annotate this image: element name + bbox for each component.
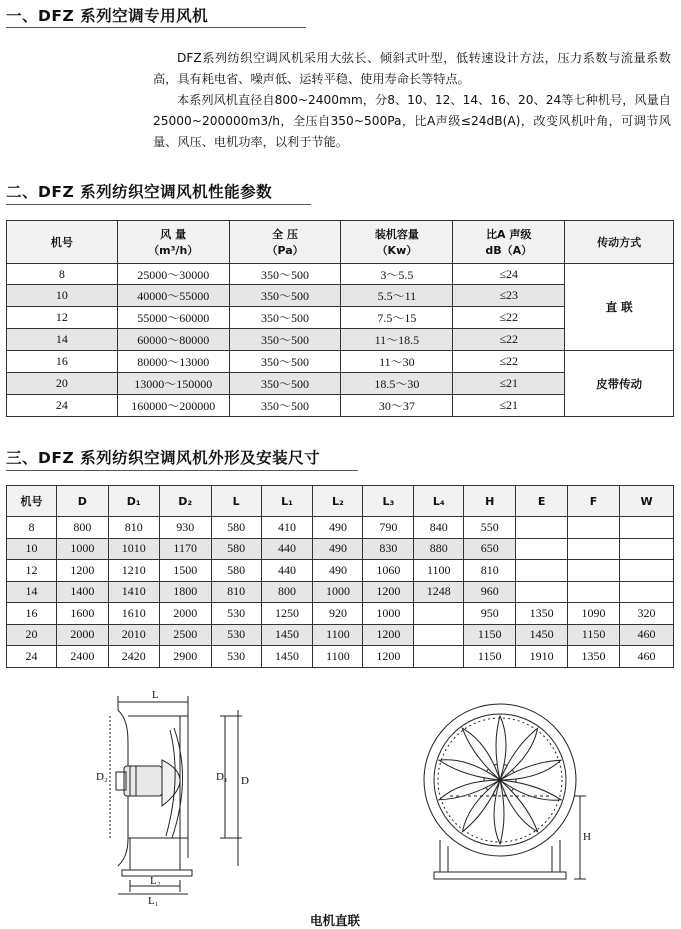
cell: 11～18.5 (341, 329, 453, 351)
cell: 1000 (313, 581, 363, 603)
cell: 2000 (56, 624, 108, 646)
cell (516, 517, 568, 539)
header-noise-name: 比A 声级 (486, 228, 532, 241)
cell: 800 (261, 581, 313, 603)
cell: 350～500 (229, 351, 341, 373)
cell: 320 (620, 603, 674, 625)
drive-belt: 皮带传动 (565, 351, 674, 417)
cell: 1210 (108, 560, 159, 582)
cell: 490 (313, 517, 363, 539)
cell: 350～500 (229, 329, 341, 351)
section1-para1: DFZ系列纺织空调风机采用大弦长、倾斜式叶型，低转速设计方法，压力系数与流量系数高，具有耗电省、噪声低、运转平稳、使用寿命长等特点。 (153, 51, 671, 86)
header-cell: L₄ (414, 486, 464, 517)
cell: 650 (464, 538, 516, 560)
cell: 2420 (108, 646, 159, 668)
cell (516, 560, 568, 582)
cell: 30～37 (341, 395, 453, 417)
cell (516, 581, 568, 603)
section2-title: 二、DFZ 系列纺织空调风机性能参数 (6, 183, 273, 201)
cell: 1060 (363, 560, 414, 582)
header-airflow-unit: （m³/h） (148, 244, 199, 257)
cell (568, 517, 620, 539)
cell: 1248 (414, 581, 464, 603)
cell: ≤22 (453, 351, 565, 373)
performance-table (6, 220, 674, 417)
cell: 830 (363, 538, 414, 560)
table-row (7, 581, 674, 603)
cell: 8 (7, 264, 118, 285)
cell: 1150 (464, 624, 516, 646)
cell: 2400 (56, 646, 108, 668)
cell: 1450 (261, 624, 313, 646)
cell (620, 581, 674, 603)
label-H: H (583, 831, 591, 843)
cell: 13000～150000 (117, 373, 229, 395)
header-power (341, 221, 453, 264)
section3-title: 三、DFZ 系列纺织空调风机外形及安装尺寸 (6, 449, 321, 467)
cell (414, 603, 464, 625)
cell: 550 (464, 517, 516, 539)
cell: 1250 (261, 603, 313, 625)
cell: 60000～80000 (117, 329, 229, 351)
cell: 440 (261, 560, 313, 582)
cell: 55000～60000 (117, 307, 229, 329)
cell: 20 (7, 373, 118, 395)
table-row (7, 517, 674, 539)
cell (414, 624, 464, 646)
header-cell: D₂ (159, 486, 211, 517)
cell: 1450 (516, 624, 568, 646)
fan-side-view-drawing (80, 688, 270, 907)
cell: 960 (464, 581, 516, 603)
cell: 490 (313, 538, 363, 560)
cell: 490 (313, 560, 363, 582)
cell (516, 538, 568, 560)
cell (620, 538, 674, 560)
cell: 20 (7, 624, 57, 646)
cell: 2900 (159, 646, 211, 668)
cell: 24 (7, 646, 57, 668)
section1-title: 一、DFZ 系列空调专用风机 (6, 7, 209, 25)
cell: 1100 (313, 646, 363, 668)
performance-header-row (7, 221, 674, 264)
cell: 350～500 (229, 285, 341, 307)
cell: 5.5～11 (341, 285, 453, 307)
cell: 920 (313, 603, 363, 625)
cell: ≤22 (453, 307, 565, 329)
table-row (7, 624, 674, 646)
cell: 40000～55000 (117, 285, 229, 307)
header-cell: E (516, 486, 568, 517)
cell: 1500 (159, 560, 211, 582)
cell: 7.5～15 (341, 307, 453, 329)
cell (568, 538, 620, 560)
header-cell: L₂ (313, 486, 363, 517)
cell: ≤22 (453, 329, 565, 351)
header-drive: 传动方式 (565, 221, 674, 264)
section1-rule (6, 27, 306, 28)
cell: 350～500 (229, 264, 341, 285)
section2-rule (6, 204, 311, 205)
table-row (7, 603, 674, 625)
cell: 14 (7, 581, 57, 603)
cell: 1200 (56, 560, 108, 582)
cell: 8 (7, 517, 57, 539)
section1-para2: 本系列风机直径自800~2400mm，分8、10、12、14、16、20、24等七种机号，风量自25000~200000m3/h，全压自350~500Pa，比A声级≤24dB(A)，改变风机叶角，可调节风量、风压、电机功率，以利于节能。 (153, 93, 671, 149)
cell: 460 (620, 646, 674, 668)
label-D2: D₂ (96, 771, 108, 783)
header-noise-unit: dB（A） (485, 244, 533, 257)
cell: ≤23 (453, 285, 565, 307)
cell: 1090 (568, 603, 620, 625)
header-pressure (229, 221, 341, 264)
cell: 1600 (56, 603, 108, 625)
header-power-name: 装机容量 (374, 228, 419, 241)
dimension-table (6, 485, 674, 668)
cell: 930 (159, 517, 211, 539)
header-pressure-name: 全 压 (272, 228, 298, 241)
drive-direct: 直 联 (565, 264, 674, 351)
cell: 14 (7, 329, 118, 351)
cell: 460 (620, 624, 674, 646)
cell: 12 (7, 307, 118, 329)
cell: 840 (414, 517, 464, 539)
label-L: L (152, 689, 159, 701)
cell: 580 (211, 560, 261, 582)
cell: 1170 (159, 538, 211, 560)
header-cell: L (211, 486, 261, 517)
cell: 1350 (568, 646, 620, 668)
header-noise (453, 221, 565, 264)
header-cell: L₁ (261, 486, 313, 517)
cell: ≤21 (453, 373, 565, 395)
header-airflow-name: 风 量 (160, 228, 187, 241)
header-airflow (117, 221, 229, 264)
cell: 80000～13000 (117, 351, 229, 373)
cell (568, 560, 620, 582)
cell: 580 (211, 517, 261, 539)
label-L2: L₂ (150, 875, 161, 887)
cell: 12 (7, 560, 57, 582)
cell: 1010 (108, 538, 159, 560)
cell: 1800 (159, 581, 211, 603)
header-cell: D (56, 486, 108, 517)
section3-rule (6, 470, 358, 471)
header-cell: F (568, 486, 620, 517)
cell (568, 581, 620, 603)
cell: 800 (56, 517, 108, 539)
cell: 18.5～30 (341, 373, 453, 395)
cell: 10 (7, 538, 57, 560)
table-row (7, 538, 674, 560)
table-row (7, 646, 674, 668)
cell: 1150 (568, 624, 620, 646)
header-model: 机号 (7, 221, 118, 264)
cell: 2500 (159, 624, 211, 646)
header-pressure-unit: （Pa） (266, 244, 304, 257)
section1-body (153, 48, 671, 153)
header-cell: H (464, 486, 516, 517)
cell: 1100 (414, 560, 464, 582)
label-L1: L₁ (148, 895, 159, 907)
cell: 3～5.5 (341, 264, 453, 285)
table-row (7, 560, 674, 582)
cell: 1000 (363, 603, 414, 625)
cell: 1200 (363, 581, 414, 603)
cell: 1400 (56, 581, 108, 603)
cell: 1910 (516, 646, 568, 668)
cell: ≤24 (453, 264, 565, 285)
cell (620, 517, 674, 539)
cell: 1000 (56, 538, 108, 560)
header-cell: 机号 (7, 486, 57, 517)
cell: 16 (7, 351, 118, 373)
cell: 11～30 (341, 351, 453, 373)
cell (414, 646, 464, 668)
cell: 350～500 (229, 395, 341, 417)
cell: 1200 (363, 624, 414, 646)
fan-front-view-drawing (420, 700, 600, 890)
table-row (7, 264, 674, 285)
cell: 1350 (516, 603, 568, 625)
cell: 790 (363, 517, 414, 539)
header-power-unit: （Kw） (376, 244, 418, 257)
cell: 1610 (108, 603, 159, 625)
cell: 2000 (159, 603, 211, 625)
cell: 880 (414, 538, 464, 560)
header-cell: D₁ (108, 486, 159, 517)
header-cell: W (620, 486, 674, 517)
cell: 950 (464, 603, 516, 625)
cell: 530 (211, 603, 261, 625)
table-row (7, 351, 674, 373)
cell: 160000～200000 (117, 395, 229, 417)
cell: ≤21 (453, 395, 565, 417)
cell: 1450 (261, 646, 313, 668)
cell: 410 (261, 517, 313, 539)
cell: 1100 (313, 624, 363, 646)
cell: 2010 (108, 624, 159, 646)
cell: 16 (7, 603, 57, 625)
header-cell: L₃ (363, 486, 414, 517)
label-D1: D₁ (216, 771, 228, 783)
cell: 810 (108, 517, 159, 539)
cell: 810 (464, 560, 516, 582)
cell: 810 (211, 581, 261, 603)
cell: 440 (261, 538, 313, 560)
cell: 1410 (108, 581, 159, 603)
cell: 350～500 (229, 307, 341, 329)
cell: 1200 (363, 646, 414, 668)
cell: 25000～30000 (117, 264, 229, 285)
cell: 350～500 (229, 373, 341, 395)
dimension-header-row (7, 486, 674, 517)
cell: 530 (211, 624, 261, 646)
cell: 580 (211, 538, 261, 560)
drawing-caption: 电机直联 (310, 913, 361, 928)
cell: 10 (7, 285, 118, 307)
cell: 1150 (464, 646, 516, 668)
label-D: D (241, 775, 249, 787)
cell: 530 (211, 646, 261, 668)
cell: 24 (7, 395, 118, 417)
cell (620, 560, 674, 582)
